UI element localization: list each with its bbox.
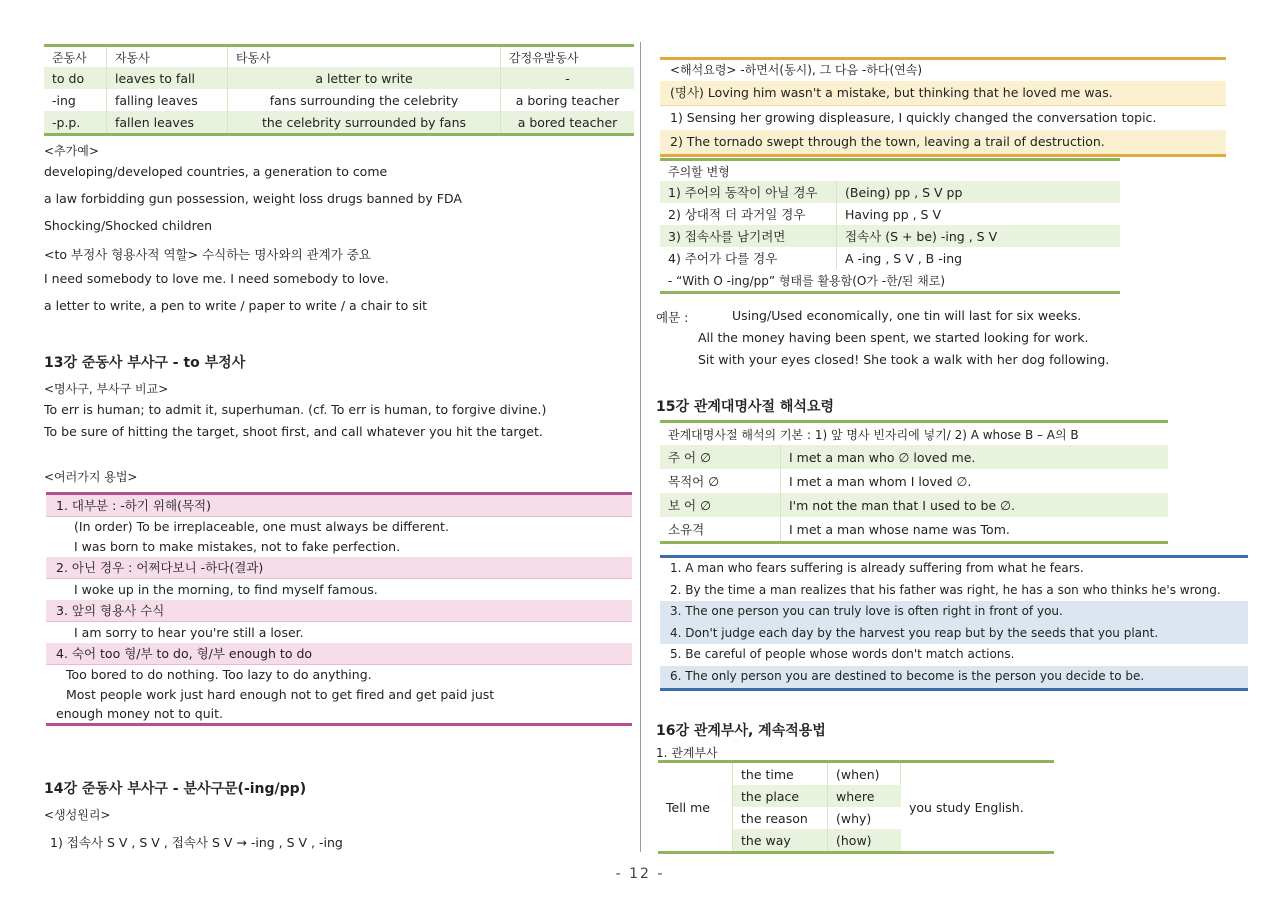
relative-pronoun-table (660, 420, 1168, 544)
table-cell: (Being) pp , S V pp (837, 181, 1121, 203)
text-line: a law forbidding gun possession, weight loss drugs banned by FDA (44, 191, 462, 206)
interpretation-box (660, 57, 1226, 157)
lesson-16-subtitle: 1. 관계부사 (656, 746, 718, 760)
verbal-table (44, 44, 634, 136)
table-cell: 3) 접속사를 남기려면 (660, 225, 837, 247)
table-row (660, 247, 1120, 269)
header-cell: 준동사 (44, 46, 107, 68)
caution-table (660, 158, 1120, 294)
table-cell: a boring teacher (515, 92, 620, 108)
text-line: Shocking/Shocked children (44, 218, 213, 233)
usage-heading: 1. 대부분 : -하기 위해(목적) (46, 495, 632, 517)
table-cell: 소유격 (660, 517, 781, 543)
quotes-box (660, 555, 1248, 691)
usage-title: <여러가지 용법> (44, 470, 138, 484)
table-row (660, 181, 1120, 203)
relative-rule: 관계대명사절 해석의 기본 : 1) 앞 명사 빈자리에 넣기/ 2) A whose B – A의 B (668, 427, 1079, 442)
table-cell: the reason (733, 807, 828, 829)
lesson-14-subtitle: <생성원리> (44, 808, 111, 822)
quote-line: 5. Be careful of people whose words don't match actions. (670, 647, 1015, 662)
table-cell: 4) 주어가 다를 경우 (660, 247, 837, 269)
table-cell: leaves to fall (107, 67, 228, 89)
table-cell: 주 어 ∅ (660, 445, 781, 469)
usage-example: (In order) To be irreplaceable, one must always be different. (74, 519, 449, 534)
caution-note: - “With O -ing/pp” 형태를 활용함(O가 -한/된 채로) (668, 273, 946, 288)
text-line: 1) 접속사 S V , S V , 접속사 S V → -ing , S V , -ing (50, 835, 343, 850)
header-cell: 타동사 (228, 46, 501, 68)
quote-line: 6. The only person you are destined to become is the person you decide to be. (660, 666, 1248, 688)
table-cell: the celebrity surrounded by fans (228, 111, 501, 135)
text-line: <to 부정사 형용사적 역할> 수식하는 명사와의 관계가 중요 (44, 247, 371, 262)
table-cell: I met a man who ∅ loved me. (781, 445, 1169, 469)
examples-label: 예문 : (656, 310, 689, 325)
quote-line: 3. The one person you can truly love is often right in front of you. (660, 601, 1248, 623)
lesson-13-title: 13강 준동사 부사구 - to 부정사 (44, 355, 246, 371)
header-cell: 자동사 (107, 46, 228, 68)
interpretation-row: (명사) Loving him wasn't a mistake, but thinking that he loved me was. (660, 81, 1226, 106)
table-cell: (when) (828, 762, 901, 786)
table-row (44, 89, 634, 111)
table-cell: where (828, 785, 901, 807)
interpretation-row: 1) Sensing her growing displeasure, I quickly changed the conversation topic. (670, 110, 1157, 125)
table-cell: I met a man whom I loved ∅. (789, 473, 972, 489)
text-line: I need somebody to love me. I need somebody to love. (44, 271, 389, 286)
table-row (658, 762, 1054, 786)
usage-example: I am sorry to hear you're still a loser. (74, 625, 304, 640)
table-cell: the time (733, 762, 828, 786)
table-cell: -p.p. (44, 111, 107, 135)
usage-example: I was born to make mistakes, not to fake perfection. (74, 539, 401, 554)
table-cell: -ing (44, 89, 107, 111)
table-cell: 목적어 ∅ (660, 469, 781, 493)
table-row (44, 67, 634, 89)
quote-line: 1. A man who fears suffering is already suffering from what he fears. (670, 561, 1084, 575)
lesson-15-title: 15강 관계대명사절 해석요령 (656, 399, 834, 415)
table-cell: to do (44, 67, 107, 89)
table-cell: - (501, 67, 635, 89)
column-divider (640, 42, 641, 852)
quote-line: 2. By the time a man realizes that his father was right, he has a son who thinks he's wrong. (670, 582, 1221, 597)
table-row (660, 445, 1168, 469)
example-line: Sit with your eyes closed! She took a walk with her dog following. (698, 352, 1110, 367)
table-header-row (660, 160, 1120, 182)
table-cell: fans surrounding the celebrity (228, 89, 501, 111)
page-number: - 12 - (615, 866, 665, 882)
relative-adverb-tail: you study English. (901, 762, 1055, 853)
usage-example: Most people work just hard enough not to get fired and get paid just (66, 687, 495, 702)
text-line: developing/developed countries, a generation to come (44, 164, 388, 179)
table-cell: Having pp , S V (845, 206, 942, 222)
table-cell: 2) 상대적 더 과거일 경우 (660, 203, 837, 225)
table-cell: 1) 주어의 동작이 아닐 경우 (660, 181, 837, 203)
table-row (660, 269, 1120, 293)
table-cell: a bored teacher (501, 111, 635, 135)
lesson-13-subtitle: <명사구, 부사구 비교> (44, 382, 169, 396)
table-row (660, 493, 1168, 517)
table-cell: I'm not the man that I used to be ∅. (781, 493, 1169, 517)
example-line: Using/Used economically, one tin will last for six weeks. (732, 308, 1082, 323)
caution-title: 주의할 변형 (668, 164, 730, 179)
header-cell: 감정유발동사 (509, 50, 579, 65)
usage-example: I woke up in the morning, to find myself famous. (74, 582, 378, 597)
interpretation-row: 2) The tornado swept through the town, leaving a trail of destruction. (660, 130, 1226, 154)
usage-example: Too bored to do nothing. Too lazy to do anything. (66, 667, 372, 682)
usage-example: enough money not to quit. (56, 706, 223, 721)
extra-examples-title: <추가예> (44, 144, 99, 158)
text-line: a letter to write, a pen to write / paper to write / a chair to sit (44, 298, 428, 313)
table-cell: 보 어 ∅ (660, 493, 781, 517)
table-row (660, 225, 1120, 247)
table-row (44, 111, 634, 135)
table-cell: the place (733, 785, 828, 807)
usage-heading: 3. 앞의 형용사 수식 (46, 600, 632, 622)
table-row (660, 203, 1120, 225)
interpretation-title: <해석요령> -하면서(동시), 그 다음 -하다(연속) (670, 63, 923, 77)
table-cell: 접속사 (S + be) -ing , S V (837, 225, 1121, 247)
quote-line: 4. Don't judge each day by the harvest you reap but by the seeds that you plant. (660, 623, 1248, 645)
table-cell: the way (733, 829, 828, 853)
usage-heading: 2. 아닌 경우 : 어쩌다보니 -하다(결과) (46, 557, 632, 579)
lesson-16-title: 16강 관계부사, 계속적용법 (656, 723, 826, 739)
table-cell: I met a man whose name was Tom. (789, 521, 1010, 537)
table-row (660, 517, 1168, 543)
usage-heading: 4. 숙어 too 형/부 to do, 형/부 enough to do (46, 643, 632, 665)
table-cell: fallen leaves (107, 111, 228, 135)
text-line: To err is human; to admit it, superhuman. (cf. To err is human, to forgive divine.) (44, 402, 547, 417)
lesson-14-title: 14강 준동사 부사구 - 분사구문(-ing/pp) (44, 781, 307, 797)
table-cell: A -ing , S V , B -ing (845, 250, 963, 266)
table-cell: falling leaves (107, 89, 228, 111)
relative-adverb-lead: Tell me (658, 762, 733, 853)
text-line: To be sure of hitting the target, shoot first, and call whatever you hit the target. (44, 424, 543, 439)
example-line: All the money having been spent, we started looking for work. (698, 330, 1089, 345)
usage-box (46, 492, 632, 726)
table-cell: a letter to write (228, 67, 501, 89)
table-cell: (how) (828, 829, 901, 853)
relative-adverb-table (658, 760, 1054, 854)
table-cell: (why) (836, 810, 872, 826)
table-header-row (44, 46, 634, 68)
table-header-row (660, 422, 1168, 446)
table-row (660, 469, 1168, 493)
